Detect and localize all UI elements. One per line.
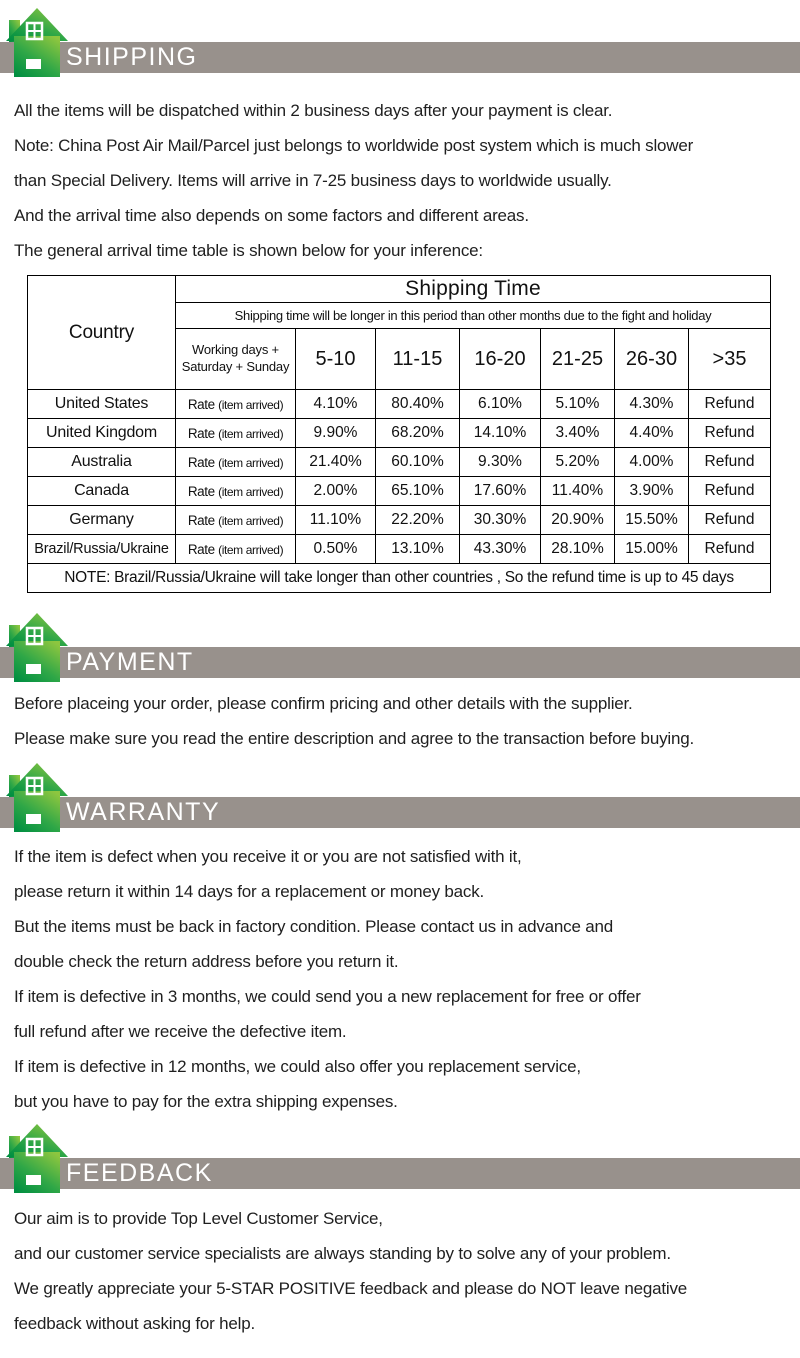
rate-value-cell: 43.30%: [460, 535, 541, 564]
paragraph-line: We greatly appreciate your 5-STAR POSITIVE feedback and please do NOT leave negative: [14, 1279, 688, 1298]
rate-value-cell: 5.20%: [541, 448, 615, 477]
rate-value-cell: 30.30%: [460, 506, 541, 535]
rate-value-cell: 22.20%: [376, 506, 460, 535]
rate-value-cell: 14.10%: [460, 419, 541, 448]
rate-note: (item arrived): [218, 542, 284, 557]
paragraph-line: full refund after we receive the defective item.: [14, 1022, 347, 1041]
paragraph-line: please return it within 14 days for a replacement or money back.: [14, 882, 485, 901]
refund-cell: Refund: [689, 477, 771, 506]
rate-label-cell: [176, 419, 296, 448]
rate-value-cell: 9.30%: [460, 448, 541, 477]
paragraph-line: All the items will be dispatched within 2 business days after your payment is clear.: [14, 101, 613, 120]
paragraph-line: feedback without asking for help.: [14, 1314, 255, 1333]
rate-label-cell: [176, 535, 296, 564]
payment-paragraphs: [14, 686, 794, 756]
rate-label-cell: [176, 390, 296, 419]
table-header-row: [28, 276, 771, 303]
rate-value-cell: 3.40%: [541, 419, 615, 448]
house-icon: [6, 763, 68, 833]
rate-value-cell: 4.40%: [615, 419, 689, 448]
rate-value-cell: 21.40%: [296, 448, 376, 477]
country-cell: United Kingdom: [28, 419, 176, 448]
shipping-paragraphs: [14, 93, 794, 268]
range-cell: 11-15: [376, 329, 460, 390]
payment-title: PAYMENT: [66, 648, 194, 676]
house-icon: [6, 8, 68, 78]
refund-cell: Refund: [689, 390, 771, 419]
rate-note: (item arrived): [218, 484, 284, 499]
rate-value-cell: 4.10%: [296, 390, 376, 419]
paragraph-line: than Special Delivery. Items will arrive in 7-25 business days to worldwide usually.: [14, 171, 612, 190]
working-days-cell: Working days + Saturday + Sunday: [176, 329, 296, 390]
country-cell: Germany: [28, 506, 176, 535]
rate-value-cell: 9.90%: [296, 419, 376, 448]
rate-value-cell: 28.10%: [541, 535, 615, 564]
rate-value-cell: 2.00%: [296, 477, 376, 506]
feedback-paragraphs: [14, 1201, 794, 1341]
rate-value-cell: 0.50%: [296, 535, 376, 564]
refund-cell: Refund: [689, 506, 771, 535]
paragraph-line: Our aim is to provide Top Level Customer Service,: [14, 1209, 383, 1228]
rate-label-cell: [176, 448, 296, 477]
warranty-paragraphs: [14, 839, 794, 1119]
country-cell: United States: [28, 390, 176, 419]
table-note-cell: NOTE: Brazil/Russia/Ukraine will take longer than other countries , So the refund time is up to 45 days: [28, 564, 771, 593]
rate-note: (item arrived): [218, 426, 284, 441]
feedback-banner: [0, 1158, 800, 1189]
range-cell: 16-20: [460, 329, 541, 390]
house-icon: [6, 613, 68, 683]
rate-value-cell: 80.40%: [376, 390, 460, 419]
paragraph-line: And the arrival time also depends on some factors and different areas.: [14, 206, 529, 225]
range-cell: >35: [689, 329, 771, 390]
rate-note: (item arrived): [218, 513, 284, 528]
table-row: [28, 419, 771, 448]
rate-value-cell: 4.30%: [615, 390, 689, 419]
rate-label: Rate: [187, 512, 215, 528]
rate-value-cell: 65.10%: [376, 477, 460, 506]
shipping-section-header: [0, 8, 800, 73]
warranty-title: WARRANTY: [66, 798, 221, 826]
refund-cell: Refund: [689, 448, 771, 477]
table-row: [28, 448, 771, 477]
house-icon: [6, 1124, 68, 1194]
rate-label: Rate: [187, 454, 215, 470]
rate-value-cell: 68.20%: [376, 419, 460, 448]
feedback-section-header: [0, 1124, 800, 1189]
shipping-banner: [0, 42, 800, 73]
rate-value-cell: 60.10%: [376, 448, 460, 477]
rate-value-cell: 15.50%: [615, 506, 689, 535]
range-cell: 21-25: [541, 329, 615, 390]
table-row: [28, 477, 771, 506]
shipping-title: SHIPPING: [66, 43, 198, 71]
paragraph-line: double check the return address before you return it.: [14, 952, 399, 971]
shipping-time-table: [27, 275, 771, 593]
rate-value-cell: 5.10%: [541, 390, 615, 419]
country-cell: Brazil/Russia/Ukraine: [28, 535, 176, 564]
payment-banner: [0, 647, 800, 678]
warranty-section-header: [0, 763, 800, 828]
country-cell: Canada: [28, 477, 176, 506]
feedback-title: FEEDBACK: [66, 1159, 213, 1187]
rate-value-cell: 6.10%: [460, 390, 541, 419]
shipping-time-header-cell: Shipping Time: [176, 276, 771, 303]
rate-label: Rate: [187, 483, 215, 499]
rate-value-cell: 11.10%: [296, 506, 376, 535]
paragraph-line: Please make sure you read the entire description and agree to the transaction before buying.: [14, 729, 694, 748]
country-header-cell: Country: [28, 276, 176, 390]
country-cell: Australia: [28, 448, 176, 477]
warranty-banner: [0, 797, 800, 828]
rate-value-cell: 4.00%: [615, 448, 689, 477]
paragraph-line: If item is defective in 12 months, we could also offer you replacement service,: [14, 1057, 581, 1076]
paragraph-line: Note: China Post Air Mail/Parcel just belongs to worldwide post system which is much slower: [14, 136, 694, 155]
rate-note: (item arrived): [218, 397, 284, 412]
paragraph-line: If the item is defect when you receive it or you are not satisfied with it,: [14, 847, 522, 866]
range-cell: 26-30: [615, 329, 689, 390]
range-cell: 5-10: [296, 329, 376, 390]
table-row: [28, 390, 771, 419]
table-row: [28, 535, 771, 564]
table-row: [28, 506, 771, 535]
paragraph-line: But the items must be back in factory condition. Please contact us in advance and: [14, 917, 613, 936]
rate-value-cell: 3.90%: [615, 477, 689, 506]
rate-value-cell: 11.40%: [541, 477, 615, 506]
rate-value-cell: 15.00%: [615, 535, 689, 564]
paragraph-line: and our customer service specialists are always standing by to solve any of your problem.: [14, 1244, 671, 1263]
refund-cell: Refund: [689, 419, 771, 448]
paragraph-line: Before placeing your order, please confirm pricing and other details with the supplier.: [14, 694, 633, 713]
rate-label: Rate: [187, 541, 215, 557]
table-note-row: [28, 564, 771, 593]
subnote-cell: Shipping time will be longer in this period than other months due to the fight and holiday: [176, 303, 771, 329]
rate-note: (item arrived): [218, 455, 284, 470]
rate-label-cell: [176, 506, 296, 535]
paragraph-line: If item is defective in 3 months, we could send you a new replacement for free or offer: [14, 987, 641, 1006]
rate-label-cell: [176, 477, 296, 506]
rate-value-cell: 17.60%: [460, 477, 541, 506]
rate-value-cell: 13.10%: [376, 535, 460, 564]
payment-section-header: [0, 613, 800, 678]
rate-value-cell: 20.90%: [541, 506, 615, 535]
paragraph-line: but you have to pay for the extra shipping expenses.: [14, 1092, 398, 1111]
rate-label: Rate: [187, 425, 215, 441]
paragraph-line: The general arrival time table is shown below for your inference:: [14, 241, 483, 260]
refund-cell: Refund: [689, 535, 771, 564]
rate-label: Rate: [187, 396, 215, 412]
